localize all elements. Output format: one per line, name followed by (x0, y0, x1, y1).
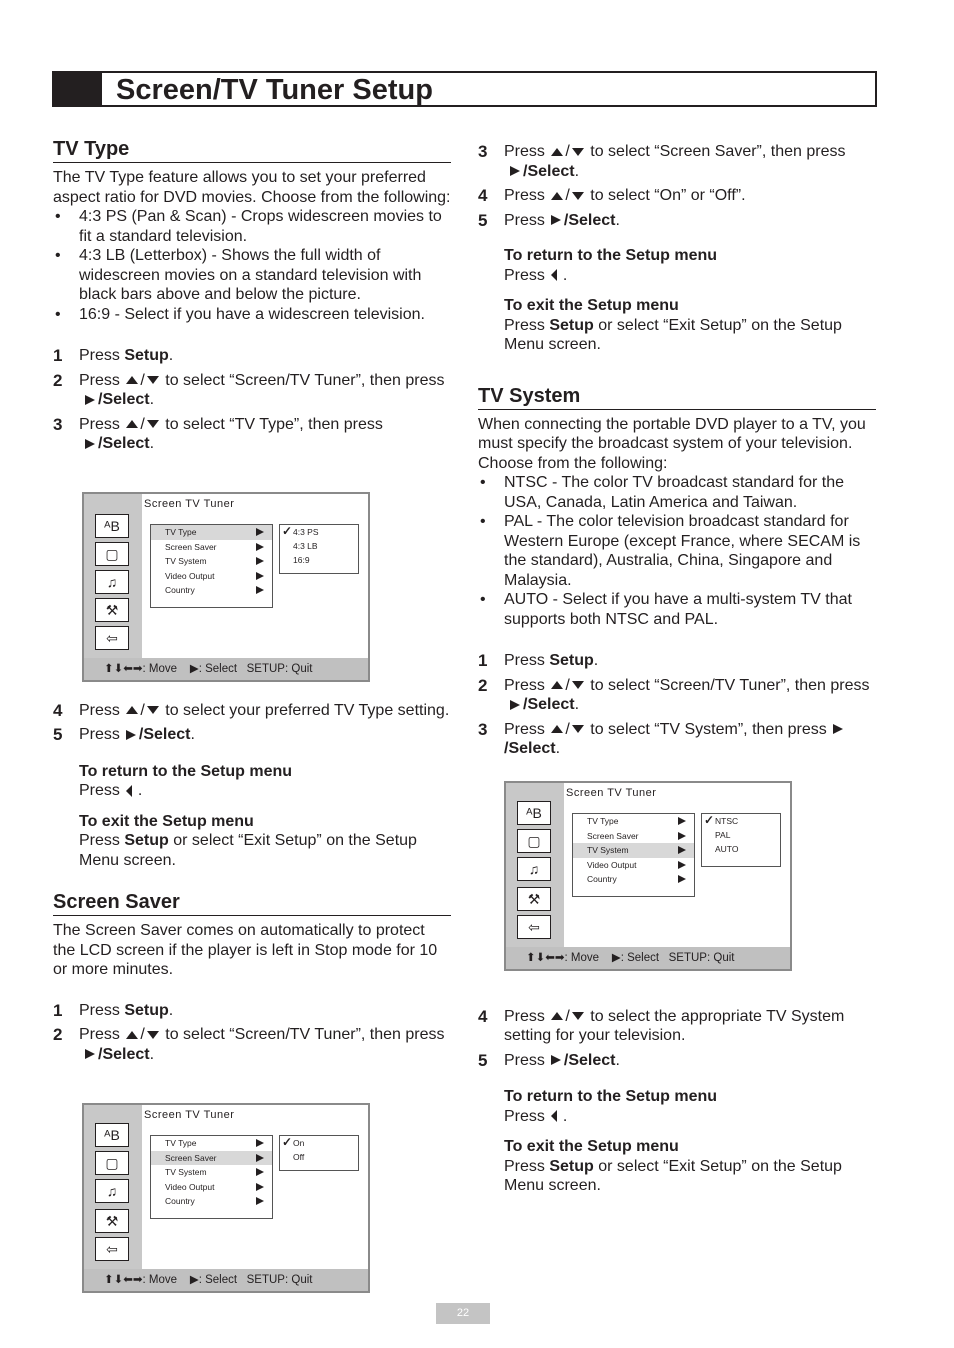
return-text: Press (504, 266, 545, 284)
page-title: Screen/TV Tuner Setup (116, 74, 433, 106)
step-text-bold: /Select (563, 211, 616, 229)
step-number: 1 (478, 651, 488, 670)
right-arrow-icon (678, 875, 686, 883)
menu-sidebar (84, 494, 142, 658)
return-heading: To return to the Setup menu (504, 247, 718, 264)
menu-footer: ⬆⬇⬅➡: Move ▶: Select SETUP: Quit (84, 658, 368, 680)
tvtype-step-3: 3 Press / to select “TV Type”, then press /Select. (53, 414, 383, 452)
step-number: 1 (53, 1000, 63, 1020)
step-text-bold: Setup (124, 347, 169, 364)
tvtype-heading: TV Type (53, 137, 451, 163)
menu-item-tv-system[interactable]: TV System (573, 843, 694, 858)
step-text: to select “Screen Saver”, then press (585, 143, 846, 160)
step-text: . (615, 211, 620, 229)
system-step-3: 3 Press / to select “TV System”, then press /Select. (478, 720, 876, 759)
right-arrow-icon (833, 724, 843, 734)
step-text: to select the appropriate TV System setting for your television. (504, 1007, 845, 1044)
list-item: • 4:3 PS (Pan & Scan) - Crops widescreen movies to fit a standard television. (53, 207, 451, 246)
up-arrow-icon (126, 376, 138, 384)
step-text: . (615, 1051, 620, 1069)
step-text: Press (504, 1051, 545, 1069)
step-number: 4 (478, 186, 488, 205)
right-arrow-icon (85, 1049, 95, 1059)
up-arrow-icon (126, 420, 138, 428)
step-text-bold: /Select (98, 1045, 150, 1063)
menu-item-screen-saver[interactable]: Screen Saver (151, 540, 272, 555)
step-text-bold: Setup (549, 652, 594, 669)
step-text: . (149, 1045, 155, 1063)
system-step-4: 4 Press / to select the appropriate TV System setting for your television. (478, 1006, 845, 1044)
page-number: 22 (436, 1303, 490, 1324)
step-text: to select “Screen/TV Tuner”, then press (585, 676, 870, 694)
saver-exit (478, 296, 876, 355)
return-text: . (562, 1107, 568, 1125)
option-auto[interactable]: AUTO (715, 844, 739, 854)
step-text-bold: /Select (138, 726, 191, 743)
left-arrow-icon (551, 269, 557, 281)
step-text: to select “Screen/TV Tuner”, then press (160, 371, 445, 389)
menu-item-screen-saver[interactable]: Screen Saver (151, 1151, 272, 1166)
right-arrow-icon (551, 1055, 561, 1065)
return-text: . (137, 782, 143, 799)
menu-item-tv-type[interactable]: TV Type (151, 525, 272, 540)
menu-options (701, 813, 781, 867)
option-pal[interactable]: PAL (715, 830, 731, 840)
right-arrow-icon (678, 846, 686, 854)
menu-list (572, 813, 695, 897)
right-arrow-icon (85, 395, 95, 405)
left-arrow-icon (126, 785, 132, 797)
menu-item-tv-system[interactable]: TV System (151, 1165, 272, 1180)
step-text: . (168, 1001, 174, 1019)
system-intro: When connecting the portable DVD player to a TV, you must specify the broadcast system of your television. Choose from the following: (478, 415, 866, 472)
saver-step-1 (53, 1001, 451, 1021)
step-number: 2 (478, 675, 488, 695)
system-bullets (478, 473, 876, 629)
exit-text-bold: Setup (124, 832, 169, 849)
left-arrow-icon (551, 1110, 557, 1122)
down-arrow-icon (572, 148, 584, 156)
step-text: Press (504, 676, 545, 694)
menu-screenshot-system (504, 781, 792, 971)
step-number: 2 (53, 370, 63, 390)
option-off[interactable]: Off (293, 1152, 305, 1162)
return-heading: To return to the Setup menu (79, 762, 293, 780)
right-arrow-icon (256, 1154, 264, 1162)
up-arrow-icon (551, 192, 563, 200)
down-arrow-icon (572, 192, 584, 200)
step-number: 4 (478, 1006, 488, 1026)
down-arrow-icon (147, 706, 159, 714)
exit-text: Press (504, 1157, 550, 1175)
step-text: Press (79, 415, 120, 433)
menu-screenshot-tvtype (82, 492, 370, 682)
audio-icon: ♫ (517, 857, 551, 881)
option-16-9[interactable]: 16:9 (293, 555, 310, 565)
step-text: Press (504, 720, 545, 738)
step-text: . (190, 726, 195, 743)
exit-heading: To exit the Setup menu (79, 812, 254, 830)
menu-item-video-output[interactable]: Video Output (151, 569, 272, 584)
screen-icon: ▢ (517, 829, 551, 853)
return-text: . (562, 266, 568, 284)
menu-main (564, 783, 790, 947)
right-arrow-icon (510, 700, 520, 710)
right-arrow-icon (256, 1139, 264, 1147)
system-return (478, 1087, 876, 1126)
step-text: to select “On” or “Off”. (585, 187, 746, 204)
up-arrow-icon (126, 706, 138, 714)
list-item: • PAL - The color television broadcast standard for Western Europe (except France, where SECAM is the standard), Australia, China, Singapore and Malaysia. (478, 512, 876, 590)
up-arrow-icon (551, 1012, 563, 1020)
exit-text: Press (504, 316, 550, 334)
return-text: Press (504, 1107, 545, 1125)
menu-options (279, 1135, 359, 1171)
up-arrow-icon (551, 148, 563, 156)
system-step-5 (478, 1051, 876, 1071)
right-arrow-icon (256, 557, 264, 565)
right-arrow-icon (256, 572, 264, 580)
right-column (478, 142, 876, 1196)
exit-heading: To exit the Setup menu (504, 297, 679, 314)
option-4-3-lb[interactable]: 4:3 LB (293, 541, 318, 551)
menu-title: Screen TV Tuner (566, 787, 657, 799)
exit-icon: ⇦ (95, 626, 129, 650)
exit-text: Press (79, 832, 125, 849)
menu-item-video-output[interactable]: Video Output (151, 1180, 272, 1195)
right-arrow-icon (510, 166, 520, 176)
step-text-bold: Setup (124, 1001, 169, 1019)
language-icon: ᴬB (95, 1123, 129, 1147)
hammer-icon: ⚒ (95, 598, 129, 622)
step-text-bold: /Select (504, 740, 556, 757)
language-icon: ᴬB (95, 514, 129, 538)
saver-step-4: 4 Press / to select “On” or “Off”. (478, 186, 746, 205)
right-arrow-icon (256, 543, 264, 551)
system-exit (478, 1137, 876, 1196)
step-text-bold: /Select (98, 391, 150, 408)
menu-list (150, 524, 273, 608)
hammer-icon: ⚒ (517, 887, 551, 911)
step-text: Press (79, 726, 120, 743)
title-bar (52, 71, 877, 107)
step-text-bold: /Select (98, 435, 150, 452)
saver-step-3: 3 Press / to select “Screen Saver”, then press /Select. (478, 142, 846, 180)
step-text: . (168, 347, 174, 364)
step-text: . (574, 162, 580, 180)
step-number: 3 (478, 142, 488, 161)
step-text: Press (504, 1007, 545, 1025)
right-arrow-icon (678, 817, 686, 825)
tvtype-intro: The TV Type feature allows you to set your preferred aspect ratio for DVD movies. Choose from the following: (53, 169, 451, 206)
step-number: 4 (53, 700, 63, 720)
step-text: Press (504, 143, 545, 160)
screen-icon: ▢ (95, 1151, 129, 1175)
step-text: Press (504, 187, 545, 204)
exit-icon: ⇦ (517, 915, 551, 939)
right-arrow-icon (256, 528, 264, 536)
menu-screenshot-saver (82, 1103, 370, 1293)
exit-text: or select “Exit Setup” on the Setup Menu screen. (504, 1157, 842, 1194)
system-heading: TV System (478, 384, 876, 410)
saver-heading: Screen Saver (53, 890, 451, 916)
menu-item-tv-type[interactable]: TV Type (151, 1136, 272, 1151)
right-arrow-icon (256, 1183, 264, 1191)
step-text: Press (79, 1001, 125, 1019)
menu-list (150, 1135, 273, 1219)
hammer-icon: ⚒ (95, 1209, 129, 1233)
menu-item-tv-type[interactable]: TV Type (573, 814, 694, 829)
right-arrow-icon (85, 439, 95, 449)
saver-intro: The Screen Saver comes on automatically to protect the LCD screen if the player is left in Stop mode for 10 or more minutes. (53, 922, 438, 978)
step-text: . (555, 740, 561, 757)
menu-footer: ⬆⬇⬅➡: Move ▶: Select SETUP: Quit (506, 947, 790, 969)
menu-item-tv-system[interactable]: TV System (151, 554, 272, 569)
right-arrow-icon (678, 832, 686, 840)
tvtype-return (53, 762, 451, 801)
step-number: 5 (478, 1050, 488, 1070)
list-item: • AUTO - Select if you have a multi-system TV that supports both NTSC and PAL. (478, 590, 876, 629)
menu-item-country[interactable]: Country (151, 1194, 272, 1209)
step-number: 5 (478, 210, 488, 230)
tvtype-exit (53, 812, 451, 871)
list-item: • NTSC - The color TV broadcast standard for the USA, Canada, Latin America and Taiwan. (478, 473, 876, 512)
system-step-1 (478, 651, 876, 671)
step-text: . (149, 435, 155, 452)
tvtype-step-2: 2 Press / to select “Screen/TV Tuner”, then press/Select. (53, 370, 445, 408)
list-item: • 4:3 LB (Letterbox) - Shows the full width of widescreen movies on a standard television with black bars above and below the picture. (53, 246, 451, 305)
right-arrow-icon (678, 861, 686, 869)
tvtype-step-4: 4 Press / to select your preferred TV Type setting. (53, 700, 450, 720)
system-step-2: 2 Press / to select “Screen/TV Tuner”, then press/Select. (478, 675, 870, 713)
audio-icon: ♫ (95, 1179, 129, 1203)
step-number: 5 (53, 725, 63, 744)
menu-item-country[interactable]: Country (573, 872, 694, 887)
exit-heading: To exit the Setup menu (504, 1138, 679, 1155)
step-text: . (593, 652, 599, 669)
up-arrow-icon (551, 681, 563, 689)
right-arrow-icon (126, 730, 136, 740)
right-arrow-icon (256, 1168, 264, 1176)
down-arrow-icon (147, 376, 159, 384)
saver-step-2: 2 Press / to select “Screen/TV Tuner”, then press/Select. (53, 1025, 445, 1063)
check-icon: ✓ (282, 1135, 293, 1149)
menu-title: Screen TV Tuner (144, 498, 235, 510)
tvtype-bullets (53, 207, 451, 324)
step-text: Press (504, 652, 550, 669)
down-arrow-icon (147, 1031, 159, 1039)
step-number: 3 (53, 414, 63, 434)
step-text: . (574, 696, 580, 713)
menu-main (142, 494, 368, 658)
down-arrow-icon (572, 725, 584, 733)
menu-sidebar (84, 1105, 142, 1269)
exit-text: or select “Exit Setup” on the Setup Menu screen. (504, 316, 842, 353)
step-text: to select your preferred TV Type setting. (160, 701, 450, 719)
step-number: 1 (53, 346, 63, 365)
step-text: Press (79, 371, 120, 389)
menu-sidebar (506, 783, 564, 947)
step-text-bold: /Select (523, 162, 575, 180)
option-4-3-ps[interactable]: ✓ 4:3 PS (282, 524, 319, 538)
saver-return (478, 246, 876, 285)
menu-title: Screen TV Tuner (144, 1109, 235, 1121)
tvtype-step-1 (53, 346, 451, 366)
up-arrow-icon (126, 1031, 138, 1039)
menu-footer: ⬆⬇⬅➡: Move ▶: Select SETUP: Quit (84, 1269, 368, 1291)
audio-icon: ♫ (95, 570, 129, 594)
step-text-bold: /Select (563, 1051, 616, 1069)
step-text: Press (504, 211, 545, 229)
check-icon: ✓ (704, 813, 715, 827)
exit-text: or select “Exit Setup” on the Setup Menu screen. (79, 832, 417, 869)
right-arrow-icon (256, 586, 264, 594)
exit-text-bold: Setup (549, 1157, 594, 1175)
step-text: to select “TV System”, then press (585, 720, 827, 738)
up-arrow-icon (551, 725, 563, 733)
step-text-bold: /Select (523, 696, 575, 713)
right-arrow-icon (256, 1197, 264, 1205)
step-text: to select “Screen/TV Tuner”, then press (160, 1026, 445, 1043)
step-text: to select “TV Type”, then press (160, 415, 383, 433)
down-arrow-icon (147, 420, 159, 428)
title-block (54, 73, 102, 105)
tvtype-step-5 (53, 725, 451, 745)
menu-item-screen-saver[interactable]: Screen Saver (573, 829, 694, 844)
step-number: 3 (478, 719, 488, 739)
exit-icon: ⇦ (95, 1237, 129, 1261)
down-arrow-icon (572, 681, 584, 689)
menu-item-country[interactable]: Country (151, 583, 272, 598)
exit-text-bold: Setup (549, 316, 594, 334)
check-icon: ✓ (282, 524, 293, 538)
language-icon: ᴬB (517, 801, 551, 825)
step-text: . (149, 391, 155, 408)
right-arrow-icon (551, 215, 561, 225)
step-text: Press (79, 1026, 120, 1043)
menu-main (142, 1105, 368, 1269)
return-heading: To return to the Setup menu (504, 1088, 718, 1105)
option-ntsc[interactable]: ✓ NTSC (704, 813, 739, 827)
return-text: Press (79, 782, 120, 799)
step-text: Press (79, 701, 120, 719)
down-arrow-icon (572, 1012, 584, 1020)
list-item: • 16:9 - Select if you have a widescreen television. (53, 305, 451, 325)
saver-step-5 (478, 211, 876, 231)
option-on[interactable]: ✓ On (282, 1135, 305, 1149)
menu-item-video-output[interactable]: Video Output (573, 858, 694, 873)
screen-icon: ▢ (95, 542, 129, 566)
menu-options (279, 524, 359, 574)
step-text: Press (79, 347, 125, 364)
step-number: 2 (53, 1025, 63, 1044)
